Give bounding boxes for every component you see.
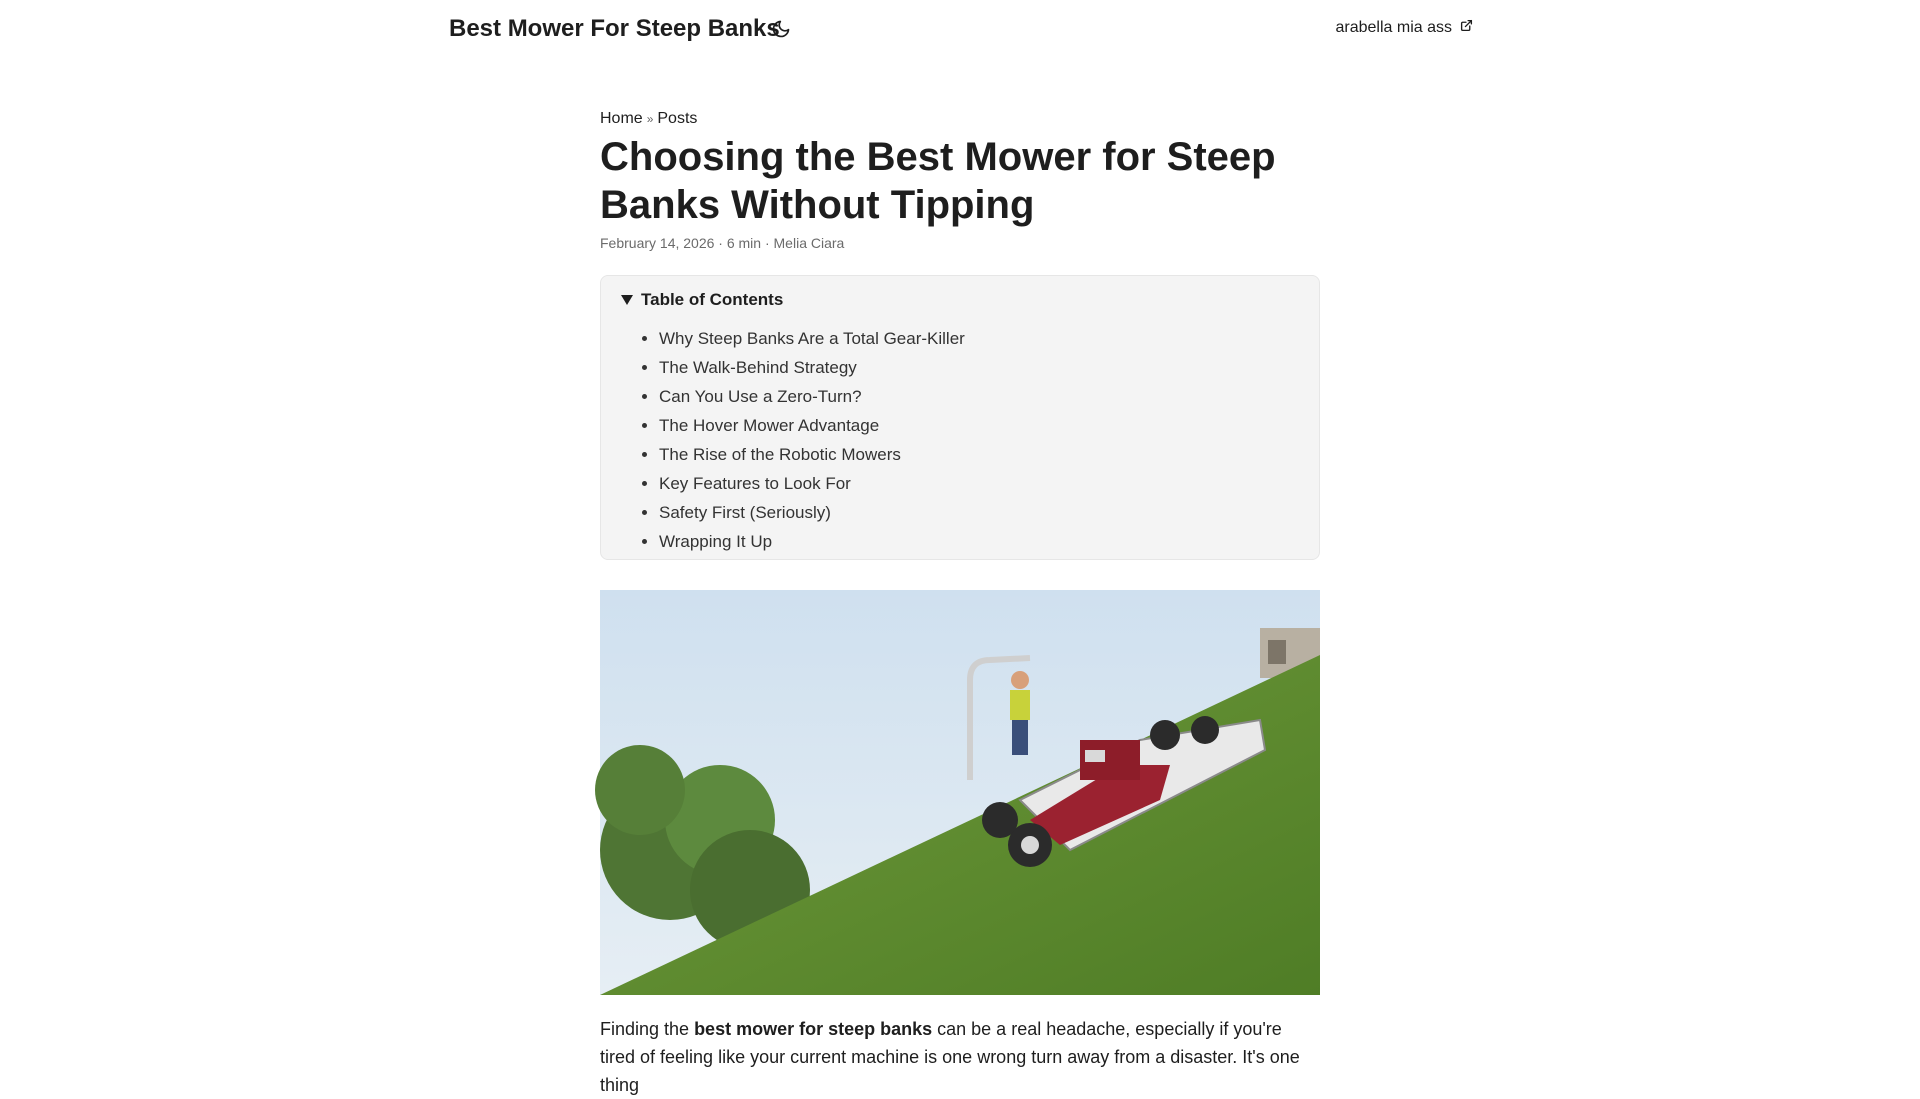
toc-item	[659, 411, 1299, 440]
toc-list	[621, 324, 1299, 556]
toc-item	[659, 469, 1299, 498]
breadcrumb-home[interactable]: Home	[600, 110, 643, 127]
toc-link[interactable]: The Rise of the Robotic Mowers	[659, 445, 901, 464]
post-title: Choosing the Best Mower for Steep Banks Without Tipping	[600, 135, 1276, 227]
toc-link[interactable]: Safety First (Seriously)	[659, 503, 831, 522]
breadcrumb	[600, 110, 697, 128]
toc-item	[659, 498, 1299, 527]
toc-link[interactable]: Wrapping It Up	[659, 532, 773, 551]
triangle-down-icon	[621, 295, 633, 305]
toc-link[interactable]: Can You Use a Zero-Turn?	[659, 387, 862, 406]
table-of-contents	[600, 275, 1320, 560]
post-meta: February 14, 2026 · 6 min · Melia Ciara	[600, 235, 845, 251]
intro-keyword: best mower for steep banks	[694, 1019, 933, 1039]
toc-link[interactable]: Why Steep Banks Are a Total Gear-Killer	[659, 329, 965, 348]
toc-item	[659, 527, 1299, 556]
moon-icon[interactable]	[771, 19, 791, 39]
site-header	[0, 0, 1920, 60]
toc-item	[659, 382, 1299, 411]
toc-toggle[interactable]	[621, 286, 1299, 314]
external-link-label: arabella mia ass	[1335, 19, 1452, 36]
toc-item	[659, 324, 1299, 353]
external-link-icon	[1460, 19, 1473, 37]
breadcrumb-separator: »	[646, 112, 654, 126]
toc-summary-label: Table of Contents	[641, 290, 784, 309]
toc-link[interactable]: The Walk-Behind Strategy	[659, 358, 857, 377]
site-title-link[interactable]: Best Mower For Steep Banks	[449, 15, 780, 42]
intro-text-end: can be a real headache, especially if you're tired of feeling like your current machine is one wrong turn away from a disaster. It's one thing	[600, 1019, 1300, 1095]
breadcrumb-posts[interactable]: Posts	[657, 110, 698, 127]
intro-paragraph	[600, 1015, 1320, 1099]
toc-item	[659, 353, 1299, 382]
toc-link[interactable]: Key Features to Look For	[659, 474, 851, 493]
toc-link[interactable]: The Hover Mower Advantage	[659, 416, 880, 435]
toc-item	[659, 440, 1299, 469]
external-profile-link[interactable]	[1336, 19, 1474, 37]
intro-text-start: Finding the	[600, 1019, 695, 1039]
hero-image	[600, 590, 1320, 995]
